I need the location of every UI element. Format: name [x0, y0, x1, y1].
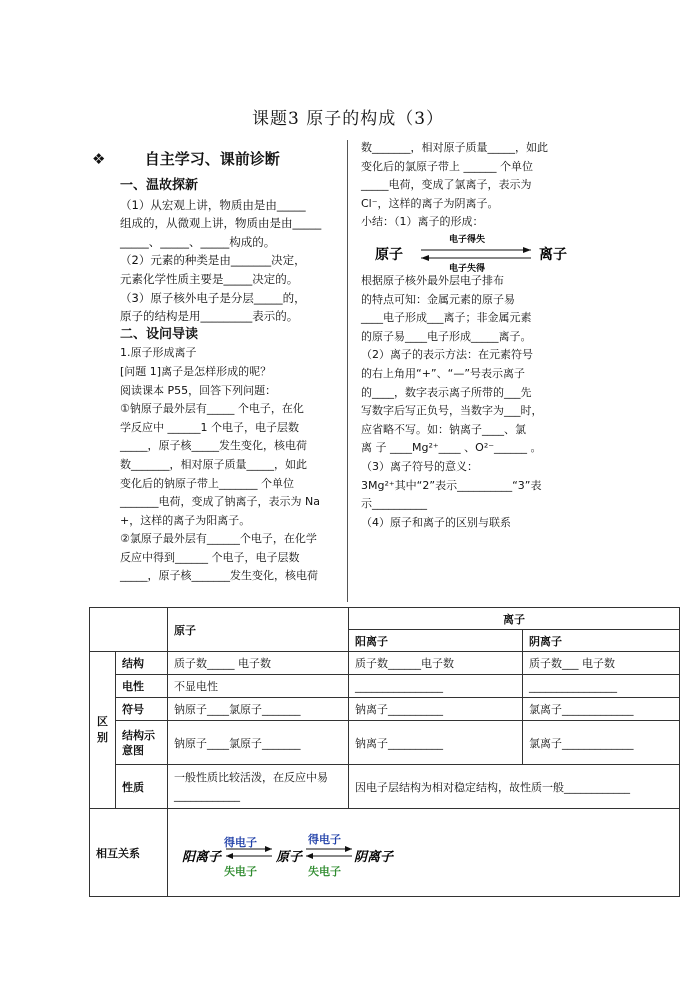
arrow-left-head — [421, 255, 429, 261]
relation-anion: 阴离子 — [354, 850, 394, 865]
side-label-difference: 区别 — [90, 652, 116, 809]
table-row: 电性 不显电性 ________________ ________________ — [90, 675, 680, 698]
arrow-head — [345, 846, 352, 852]
header-anion: 阴离子 — [523, 630, 680, 652]
lose-label-right: 失电子 — [308, 865, 341, 878]
page-title: 课题3 原子的构成（3） — [251, 109, 445, 129]
subheading-guide: 二、设问导读 — [120, 326, 199, 342]
header-ion: 离子 — [349, 608, 680, 630]
bullet-icon: ❖ — [92, 150, 106, 168]
header-cation: 阳离子 — [349, 630, 523, 652]
column-divider — [347, 140, 348, 602]
arrow-head — [306, 853, 313, 859]
header-atom: 原子 — [168, 608, 349, 652]
diagram-atom: 原子 — [375, 246, 403, 263]
table-corner — [90, 608, 168, 652]
gain-label-right: 得电子 — [308, 833, 341, 846]
lose-label-left: 失电子 — [224, 865, 257, 878]
section-heading: ❖ 自主学习、课前诊断 — [92, 150, 280, 168]
diagram-top-label: 电子得失 — [449, 234, 486, 245]
table-row: 区别 结构 质子数_____ 电子数 质子数______电子数 质子数___ 电子数 — [90, 652, 680, 675]
arrow-head — [265, 846, 272, 852]
relation-label: 相互关系 — [90, 809, 168, 897]
arrow-right-head — [523, 247, 531, 253]
table-row-relation — [90, 809, 680, 897]
diagram-bottom-label: 电子失得 — [449, 263, 486, 272]
atom-ion-comparison-table — [89, 607, 680, 897]
review-lines: （1）从宏观上讲，物质由是由_____ 组成的，从微观上讲，物质由是由_____ _____、_____、_____构成的。 （2）元素的种类是由_______决定， 元素化学性质主要是_____决定的。 （3）原子核外电子是分层_____的， 原子的结构是用_________表示的。 — [120, 197, 322, 324]
relation-cation: 阳离子 — [182, 850, 222, 865]
guide-lines: 1.原子形成离子 [问题 1]离子是怎样形成的呢？ 阅读课本 P55，回答下列问题： ①钠原子最外层有_____ 个电子，在化 学反应中 ______1 个电子，电子层数 _____，原子核_____发生变化，核电荷 数_______，相对原子质量_____，如此 变化后的钠原子带上_______ 个单位 _______电荷，变成了钠离子，表示为 Na +，这样的离子为阳离子。 ②氯原子最外层有______个电子，在化学 反应中得到______ 个电子，电子层数 _____，原子核_______发生变化，核电荷 — [120, 346, 320, 583]
relation-atom: 原子 — [276, 850, 303, 865]
gain-label-left: 得电子 — [224, 836, 257, 849]
right-column: 数_______，相对原子质量_____，如此 变化后的氯原子带上 ______ 个单位 _____电荷，变成了氯离子，表示为 Cl⁻，这样的离子为阴离子。 小结：（1）离子的形成： 原子 离子 电子得失 电子失得 根据原子核外最外层电子排布 的特点可知：金属元素的原子易 ____电子形成___离子；非金属元素 的原子易____电子形成_____离子。 （2）离子的表示方法：在元素符号 的右上角用“+”、“—”号表示离子 的____，数字表示离子所带的___先 写数字后写正负号，当数字为___时， 应省略不写。如：钠离子____、氯 离 子 ____Mg²⁺____ 、O²⁻______ 。 （3）离子符号的意义： 3Mg²⁺其中“2”表示__________“3”表 示__________ （4）原子和离子的区别与联系 — [361, 139, 593, 532]
diagram-ion: 离子 — [539, 246, 567, 263]
subheading-review: 一、温故探新 — [120, 178, 199, 193]
ion-formation-diagram — [361, 232, 593, 272]
relation-diagram — [168, 809, 588, 893]
arrow-head — [226, 853, 233, 859]
table-row: 性质 一般性质比较活泼，在反应中易 ____________ 因电子层结构为相对稳定结构，故性质一般____________ — [90, 765, 680, 809]
table-row: 结构示意图 钠原子____氯原子_______ 钠离子__________ 氯离子_____________ — [90, 721, 680, 765]
left-column — [92, 147, 342, 586]
table-row: 符号 钠原子____氯原子_______ 钠离子__________ 氯离子_____________ — [90, 698, 680, 721]
